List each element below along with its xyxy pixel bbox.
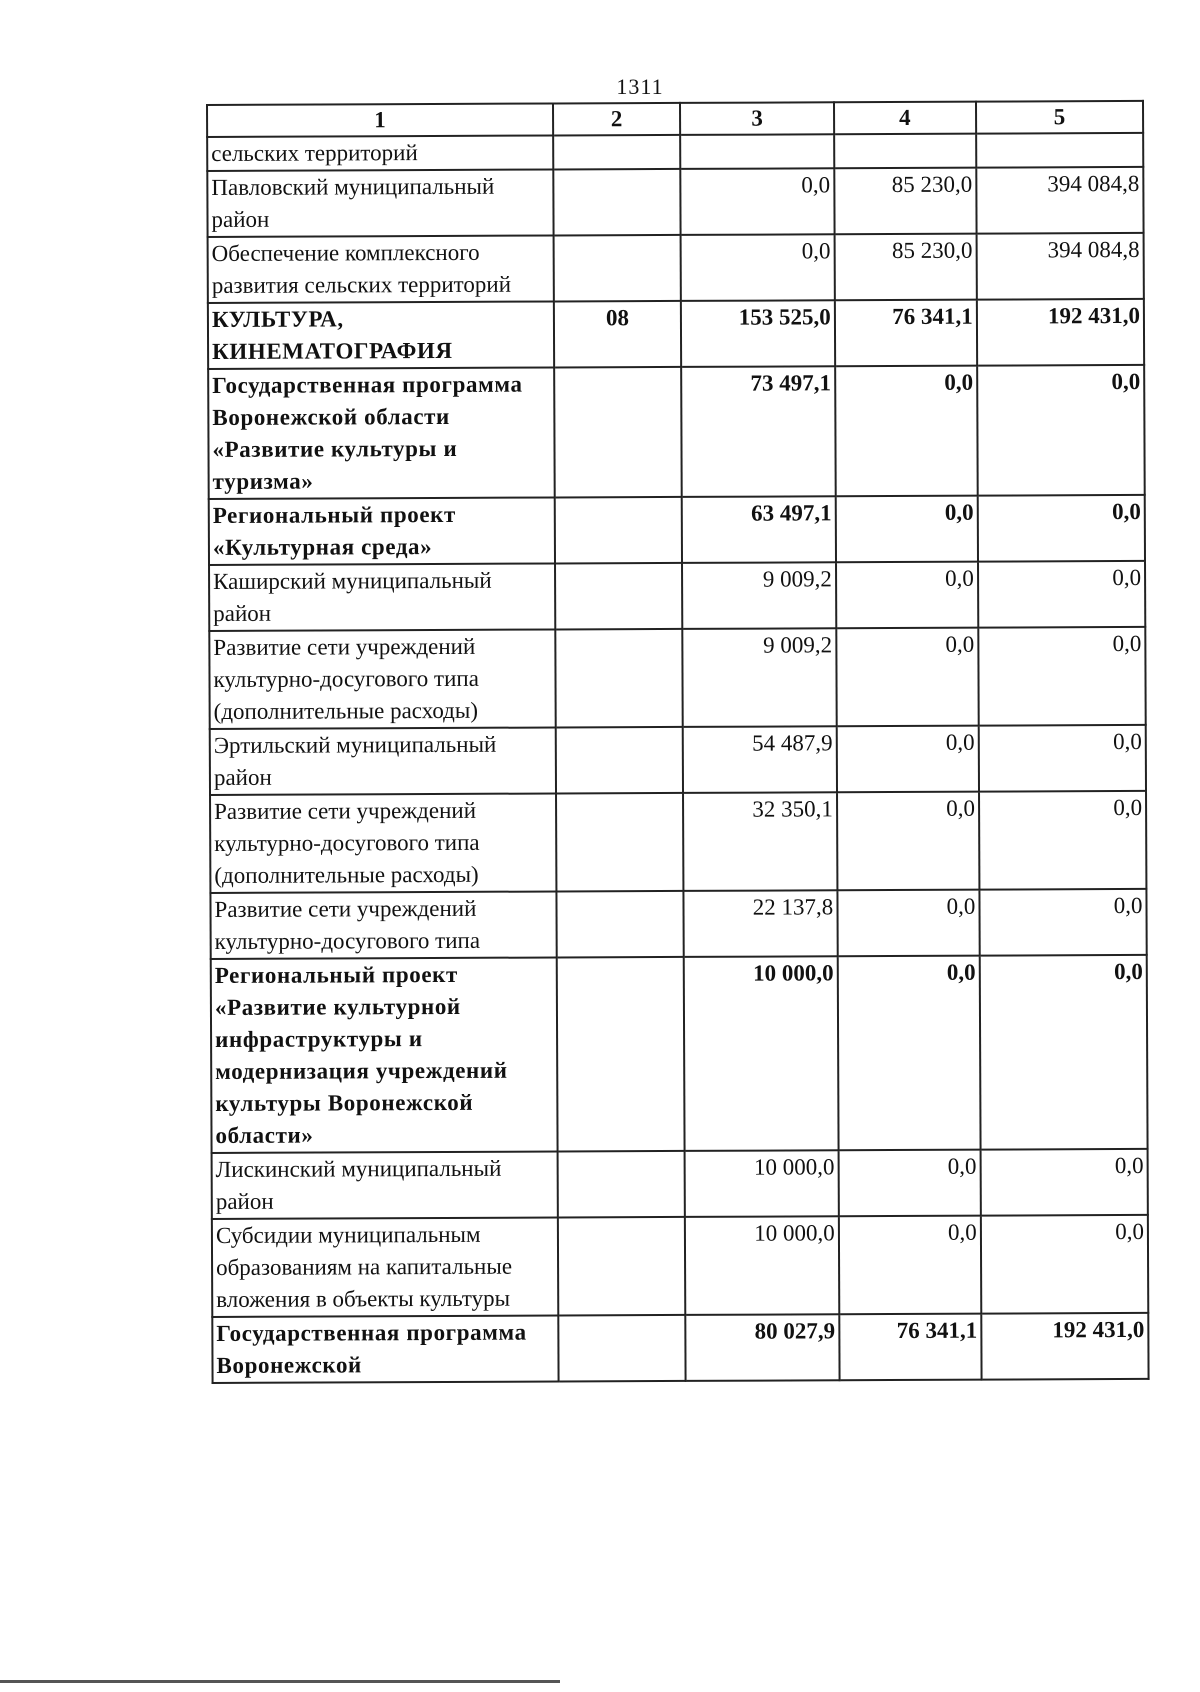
row-name-cell: Региональный проект «Развитие культурной инфраструктуры и модернизация учреждений культуры Воронежской области» xyxy=(211,957,558,1153)
row-name-cell: Павловский муниципальный район xyxy=(207,169,553,237)
row-value-col3: 10 000,0 xyxy=(685,1150,839,1217)
row-code-cell xyxy=(553,169,681,236)
header-col-4: 4 xyxy=(834,102,976,135)
row-name-cell: Лискинский муниципальный район xyxy=(212,1151,558,1219)
row-name-cell: сельских территорий xyxy=(207,135,553,171)
row-value-col5: 0,0 xyxy=(980,955,1148,1150)
header-col-1: 1 xyxy=(207,103,553,137)
row-value-col3: 80 027,9 xyxy=(685,1314,839,1381)
row-value-col4: 0,0 xyxy=(835,496,977,563)
row-value-col5: 0,0 xyxy=(978,495,1145,562)
row-value-col3: 0,0 xyxy=(680,168,834,235)
row-value-col3: 73 497,1 xyxy=(681,366,835,497)
row-value-col3: 153 525,0 xyxy=(681,300,835,367)
row-code-cell xyxy=(555,727,683,794)
row-value-col4: 85 230,0 xyxy=(834,234,976,301)
row-value-col4: 0,0 xyxy=(837,890,979,957)
table-row xyxy=(212,1149,1148,1219)
row-value-col5: 394 084,8 xyxy=(976,233,1143,300)
row-value-col3: 10 000,0 xyxy=(684,956,838,1151)
row-value-col4: 0,0 xyxy=(837,956,980,1151)
row-value-col4: 0,0 xyxy=(839,1216,981,1315)
row-code-cell xyxy=(556,957,684,1152)
row-value-col5: 0,0 xyxy=(977,365,1145,496)
row-name-cell: Эртильский муниципальный район xyxy=(210,727,556,795)
table-row xyxy=(210,889,1146,959)
row-value-col4: 76 341,1 xyxy=(835,300,977,367)
row-value-col4: 76 341,1 xyxy=(839,1314,981,1381)
row-value-col4: 0,0 xyxy=(836,726,978,793)
row-value-col5: 0,0 xyxy=(979,725,1146,792)
row-value-col4: 0,0 xyxy=(836,628,978,727)
table-row xyxy=(208,299,1144,369)
row-name-cell: Развитие сети учреждений культурно-досугового типа xyxy=(210,891,556,959)
row-value-col3 xyxy=(680,134,834,169)
row-value-col3: 9 009,2 xyxy=(682,562,836,629)
row-code-cell xyxy=(555,563,683,630)
table-header-row xyxy=(207,101,1143,137)
table-row xyxy=(209,561,1145,631)
table-row xyxy=(209,495,1145,565)
row-value-col3: 22 137,8 xyxy=(684,890,838,957)
row-value-col3: 0,0 xyxy=(681,234,835,301)
row-value-col4: 0,0 xyxy=(837,792,979,891)
row-name-cell: Развитие сети учреждений культурно-досугового типа (дополнительные расходы) xyxy=(209,629,555,729)
row-code-cell xyxy=(558,1217,686,1316)
header-col-2: 2 xyxy=(553,103,681,136)
row-name-cell: Каширский муниципальный район xyxy=(209,563,555,631)
row-value-col5: 0,0 xyxy=(979,791,1147,890)
budget-table xyxy=(206,100,1150,1384)
row-code-cell xyxy=(556,793,684,892)
row-value-col4: 0,0 xyxy=(835,366,978,497)
row-value-col5: 0,0 xyxy=(978,627,1146,726)
row-code-cell xyxy=(553,135,681,170)
row-value-col5: 192 431,0 xyxy=(981,1313,1148,1380)
row-value-col3: 10 000,0 xyxy=(685,1216,839,1315)
row-value-col4: 0,0 xyxy=(838,1150,980,1217)
row-name-cell: Региональный проект «Культурная среда» xyxy=(209,497,555,565)
row-code-cell xyxy=(558,1315,686,1382)
row-name-cell: Развитие сети учреждений культурно-досугового типа (дополнительные расходы) xyxy=(210,793,556,893)
row-value-col3: 32 350,1 xyxy=(683,792,837,891)
table-row xyxy=(208,365,1145,499)
row-code-cell xyxy=(553,235,681,302)
table-row xyxy=(207,133,1143,171)
table-body xyxy=(207,101,1149,1383)
table-row xyxy=(210,791,1146,893)
row-value-col3: 63 497,1 xyxy=(682,496,836,563)
header-col-5: 5 xyxy=(976,101,1143,134)
row-value-col5: 0,0 xyxy=(980,1149,1147,1216)
row-value-col5: 0,0 xyxy=(981,1215,1149,1314)
row-value-col5: 0,0 xyxy=(979,889,1146,956)
table-row xyxy=(210,725,1146,795)
row-value-col5: 394 084,8 xyxy=(976,167,1143,234)
row-value-col3: 9 009,2 xyxy=(682,628,836,727)
row-value-col5 xyxy=(976,133,1143,168)
row-value-col5: 192 431,0 xyxy=(977,299,1144,366)
row-code-cell: 08 xyxy=(554,301,682,368)
row-code-cell xyxy=(554,497,682,564)
row-code-cell xyxy=(555,629,683,728)
table-row xyxy=(212,1313,1148,1383)
row-name-cell: Обеспечение комплексного развития сельских территорий xyxy=(208,235,554,303)
row-code-cell xyxy=(556,891,684,958)
row-name-cell: Субсидии муниципальным образованиям на капитальные вложения в объекты культуры xyxy=(212,1217,558,1317)
scan-footer-line xyxy=(0,1680,560,1683)
row-value-col4 xyxy=(834,134,976,169)
row-code-cell xyxy=(554,367,682,498)
table-row xyxy=(208,233,1144,303)
table-row xyxy=(209,627,1145,729)
row-value-col4: 0,0 xyxy=(836,562,978,629)
header-col-3: 3 xyxy=(680,102,834,135)
table-row xyxy=(207,167,1143,237)
table-row xyxy=(211,955,1148,1153)
row-value-col3: 54 487,9 xyxy=(683,726,837,793)
row-code-cell xyxy=(557,1151,685,1218)
row-value-col4: 85 230,0 xyxy=(834,168,976,235)
row-value-col5: 0,0 xyxy=(978,561,1145,628)
table-row xyxy=(212,1215,1148,1317)
row-name-cell: Государственная программа Воронежской области «Развитие культуры и туризма» xyxy=(208,367,554,499)
row-name-cell: КУЛЬТУРА, КИНЕМАТОГРАФИЯ xyxy=(208,301,554,369)
page-number: 1311 xyxy=(616,74,664,99)
row-name-cell: Государственная программа Воронежской xyxy=(212,1315,558,1383)
